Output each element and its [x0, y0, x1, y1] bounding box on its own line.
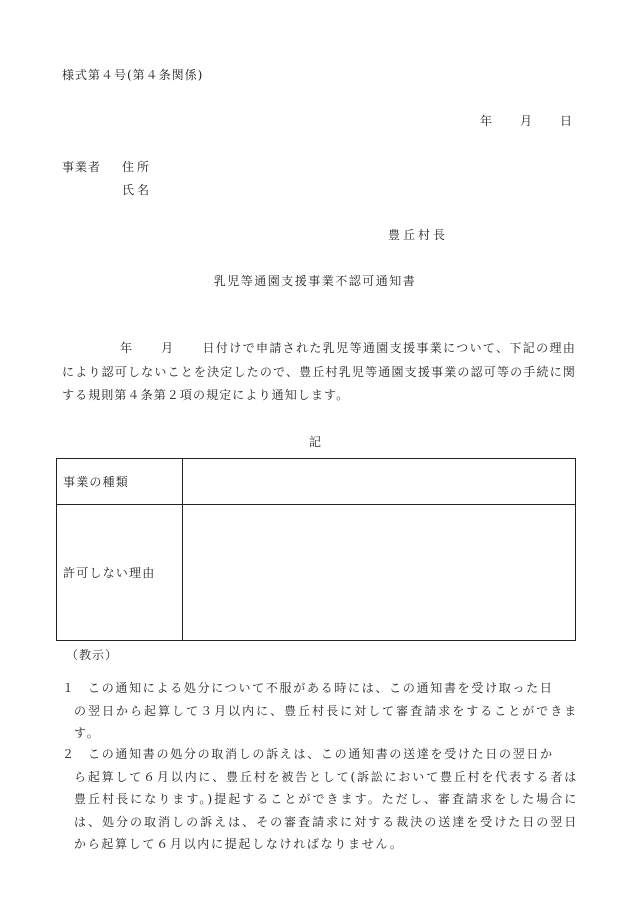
notice-item-text: の翌日から起算して３月以内に、豊丘村長に対して審査請求をすることができます。 [74, 703, 578, 740]
notice-heading: （教示） [66, 648, 119, 662]
body-text: 日付けで申請された乳児等通園支援事業について、下記の理由により認可しないことを決定したので、豊丘村乳児等通園支援事業の認可等の手続に関する規則第４条第２項の規定により通知します。 [62, 341, 576, 402]
business-type-value [183, 459, 576, 505]
details-table [56, 458, 576, 641]
reason-value [183, 505, 576, 641]
ki-heading: 記 [308, 435, 321, 449]
body-year: 年 [120, 341, 134, 355]
notice-item-number: ２ [62, 747, 76, 761]
body-month: 月 [161, 341, 175, 355]
notice-item-lead: この通知書の処分の取消しの訴えは、この通知書の送達を受けた日の翌日か [88, 747, 554, 761]
business-type-label: 事業の種類 [57, 459, 183, 505]
notice-item-lead: この通知による処分について不服がある時には、この通知書を受け取った日 [88, 681, 554, 695]
reason-label: 許可しない理由 [57, 505, 183, 641]
document-title: 乳児等通園支援事業不認可通知書 [213, 274, 417, 288]
date-month: 月 [520, 114, 533, 128]
table-row [57, 505, 576, 641]
date-year: 年 [480, 114, 493, 128]
form-number: 様式第４号(第４条関係) [62, 68, 204, 82]
notice-item-text: ら起算して６月以内に、豊丘村を被告として(訴訟において豊丘村を代表する者は豊丘村長になります。)提起することができます。ただし、審査請求をした場合には、処分の取消しの訴えは、その審査請求に対する裁決の送達を受けた日の翌日から起算して６月以内に提起しなければなりません。 [74, 769, 578, 851]
notice-item [62, 743, 578, 856]
notice-item [62, 677, 578, 745]
date-line [480, 112, 572, 129]
operator-name-label: 氏名 [122, 183, 153, 197]
operator-label: 事業者 [62, 160, 102, 174]
table-row [57, 459, 576, 505]
date-day: 日 [560, 114, 573, 128]
operator-address-label: 住所 [122, 160, 153, 174]
mayor-addressee: 豊丘村長 [388, 228, 449, 242]
body-paragraph [62, 337, 576, 408]
notice-item-number: １ [62, 681, 76, 695]
